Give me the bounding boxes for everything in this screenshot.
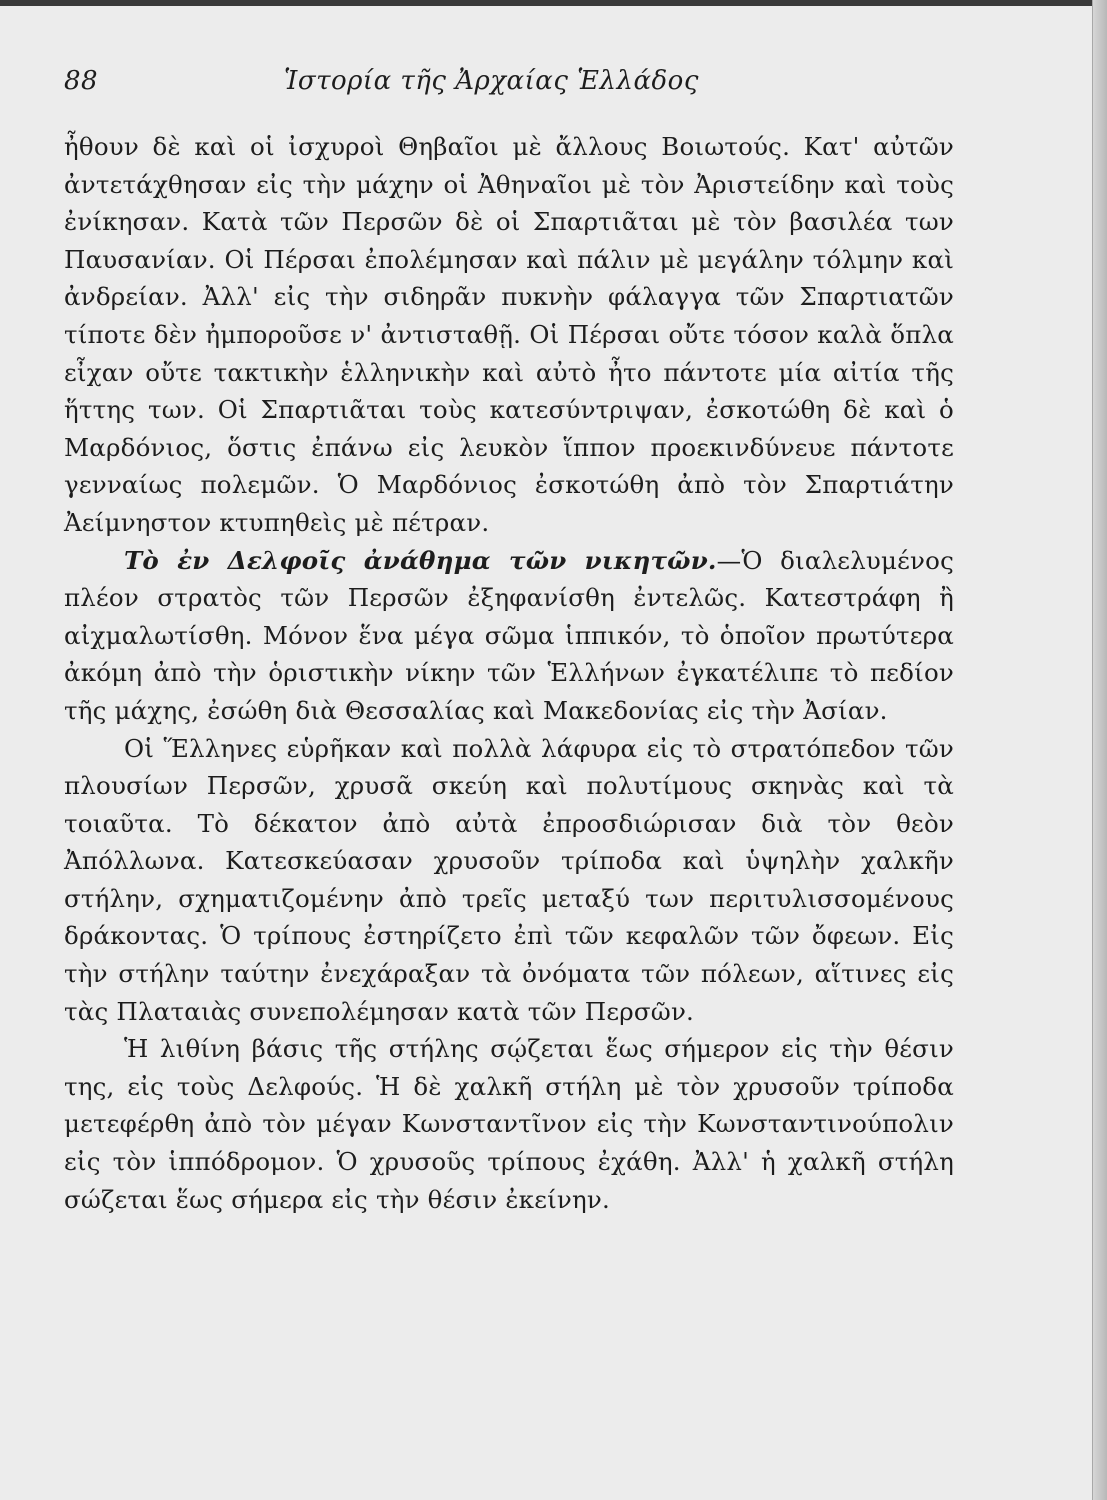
paragraph-4-text: Ἡ λιθίνη βάσις τῆς στήλης σῴζεται ἕως σήμερον εἰς τὴν θέσιν της, εἰς τοὺς Δελφούς. Ἡ δὲ χαλκῆ στήλη μὲ τὸν χρυσοῦν τρίποδα μετεφέρθη ἀπὸ τὸν μέγαν Κωνσταντῖνον εἰς τὴν Κωνσταντινούπολιν εἰς τὸν ἱππόδρομον. Ὁ χρυσοῦς τρίπους ἐχάθη. Ἀλλ' ἡ χαλκῆ στήλη σώζεται ἕως σήμερα εἰς τὴν θέσιν ἐκείνην. <box>64 1034 954 1214</box>
paragraph-4 <box>64 1030 954 1218</box>
paragraph-2 <box>64 542 954 730</box>
scan-page-edge <box>1092 0 1107 1500</box>
paragraph-1-text: ἦθουν δὲ καὶ οἱ ἰσχυροὶ Θηβαῖοι μὲ ἄλλους Βοιωτούς. Κατ' αὐτῶν ἀντετάχθησαν εἰς τὴν μάχην οἱ Ἀθηναῖοι μὲ τὸν Ἀριστείδην καὶ τοὺς ἐνίκησαν. Κατὰ τῶν Περσῶν δὲ οἱ Σπαρτιᾶται μὲ τὸν βασιλέα των Παυσανίαν. Οἱ Πέρσαι ἐπολέμησαν καὶ πάλιν μὲ μεγάλην τόλμην καὶ ἀνδρείαν. Ἀλλ' εἰς τὴν σιδηρᾶν πυκνὴν φάλαγγα τῶν Σπαρτιατῶν τίποτε δὲν ἠμποροῦσε ν' ἀντισταθῇ. Οἱ Πέρσαι οὔτε τόσον καλὰ ὅπλα εἶχαν οὔτε τακτικὴν ἑλληνικὴν καὶ αὐτὸ ἦτο πάντοτε μία αἰτία τῆς ἥττης των. Οἱ Σπαρτιᾶται τοὺς κατεσύντριψαν, ἐσκοτώθη δὲ καὶ ὁ Μαρδόνιος, ὅστις ἐπάνω εἰς λευκὸν ἵππον προεκινδύνευε πάντοτε γενναίως πολεμῶν. Ὁ Μαρδόνιος ἐσκοτώθη ἀπὸ τὸν Σπαρτιάτην Ἀείμνηστον κτυπηθεὶς μὲ πέτραν. <box>64 132 954 537</box>
paragraph-3-text: Οἱ Ἕλληνες εὑρῆκαν καὶ πολλὰ λάφυρα εἰς τὸ στρατόπεδον τῶν πλουσίων Περσῶν, χρυσᾶ σκεύη καὶ πολυτίμους σκηνὰς καὶ τὰ τοιαῦτα. Τὸ δέκατον ἀπὸ αὐτὰ ἐπροσδιώρισαν διὰ τὸν θεὸν Ἀπόλλωνα. Κατεσκεύασαν χρυσοῦν τρίποδα καὶ ὑψηλὴν χαλκῆν στήλην, σχηματιζομένην ἀπὸ τρεῖς μεταξύ των περιτυλισσομένους δράκοντας. Ὁ τρίπους ἐστηρίζετο ἐπὶ τῶν κεφαλῶν τῶν ὄφεων. Εἰς τὴν στήλην ταύτην ἐνεχάραξαν τὰ ὀνόματα τῶν πόλεων, αἵτινες εἰς τὰς Πλαταιὰς συνεπολέμησαν κατὰ τῶν Περσῶν. <box>64 733 954 1026</box>
running-title: Ἱστορία τῆς Ἀρχαίας Ἑλλάδος <box>284 66 699 96</box>
book-page <box>64 66 954 1218</box>
running-head <box>64 66 954 106</box>
paragraph-1 <box>64 128 954 542</box>
body-text <box>64 128 954 1218</box>
paragraph-2-text: —Ὁ διαλελυμένος πλέον στρατὸς τῶν Περσῶν ἐξηφανίσθη ἐντελῶς. Κατεστράφη ἢ αἰχμαλωτίσθη. Μόνον ἕνα μέγα σῶμα ἱππικόν, τὸ ὁποῖον πρωτύτερα ἀκόμη ἀπὸ τὴν ὁριστικὴν νίκην τῶν Ἑλλήνων ἐγκατέλιπε τὸ πεδίον τῆς μάχης, ἐσώθη διὰ Θεσσαλίας καὶ Μακεδονίας εἰς τὴν Ἀσίαν. <box>64 545 954 725</box>
paragraph-3 <box>64 730 954 1031</box>
section-heading: Τὸ ἐν Δελφοῖς ἀνάθημα τῶν νικητῶν. <box>124 545 717 575</box>
page-number: 88 <box>64 66 99 96</box>
scan-top-edge <box>0 0 1107 6</box>
